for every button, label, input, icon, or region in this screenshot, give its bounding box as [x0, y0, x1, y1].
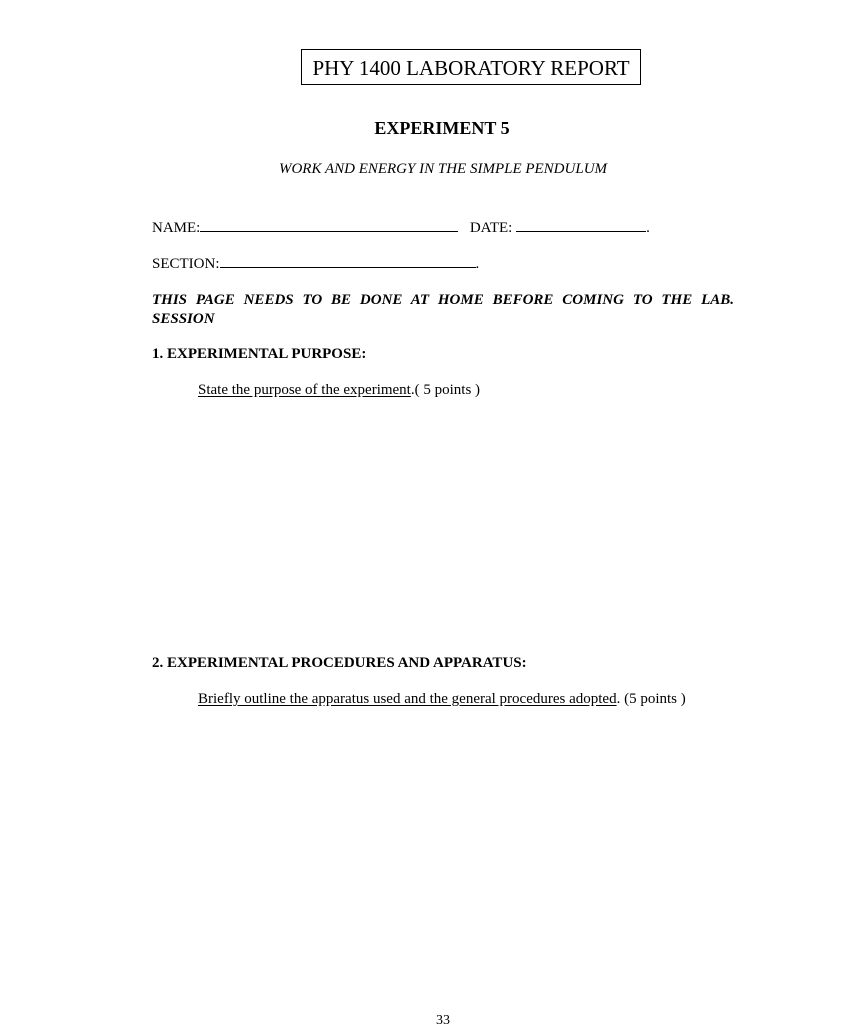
section-row — [152, 255, 479, 273]
report-header-box — [301, 49, 641, 85]
section-blank-line[interactable] — [220, 255, 476, 268]
name-blank-line[interactable] — [200, 219, 458, 232]
section-1-instruction-underlined: State the purpose of the experiment — [198, 382, 411, 398]
section-2-answer-area[interactable] — [152, 714, 734, 994]
experiment-subtitle: WORK AND ENERGY IN THE SIMPLE PENDULUM — [278, 161, 608, 177]
name-date-row — [152, 219, 650, 237]
name-label: NAME: — [152, 220, 201, 236]
section-2-instruction — [198, 691, 686, 708]
experiment-title: EXPERIMENT 5 — [374, 118, 510, 138]
date-end-period: . — [646, 220, 650, 236]
report-header-title: PHY 1400 LABORATORY REPORT — [312, 56, 630, 80]
section-2-instruction-underlined: Briefly outline the apparatus used and the general procedures adopted — [198, 691, 617, 707]
home-notice-line-2: SESSION — [152, 311, 215, 327]
section-1-instruction — [198, 382, 480, 399]
date-blank-line[interactable] — [516, 219, 646, 232]
section-1-points: .( 5 points ) — [410, 382, 481, 398]
section-label: SECTION: — [152, 256, 220, 272]
section-end-period: . — [475, 256, 480, 272]
home-notice — [152, 291, 734, 329]
page-number: 33 — [436, 1013, 450, 1028]
section-1-heading: 1. EXPERIMENTAL PURPOSE: — [152, 346, 367, 362]
section-2-points: . (5 points ) — [616, 691, 686, 707]
home-notice-line-1: THIS PAGE NEEDS TO BE DONE AT HOME BEFORE COMING TO THE LAB. — [152, 292, 734, 308]
section-2-heading: 2. EXPERIMENTAL PROCEDURES AND APPARATUS: — [152, 655, 527, 671]
section-1-answer-area[interactable] — [152, 404, 734, 642]
date-label: DATE: — [469, 220, 513, 236]
